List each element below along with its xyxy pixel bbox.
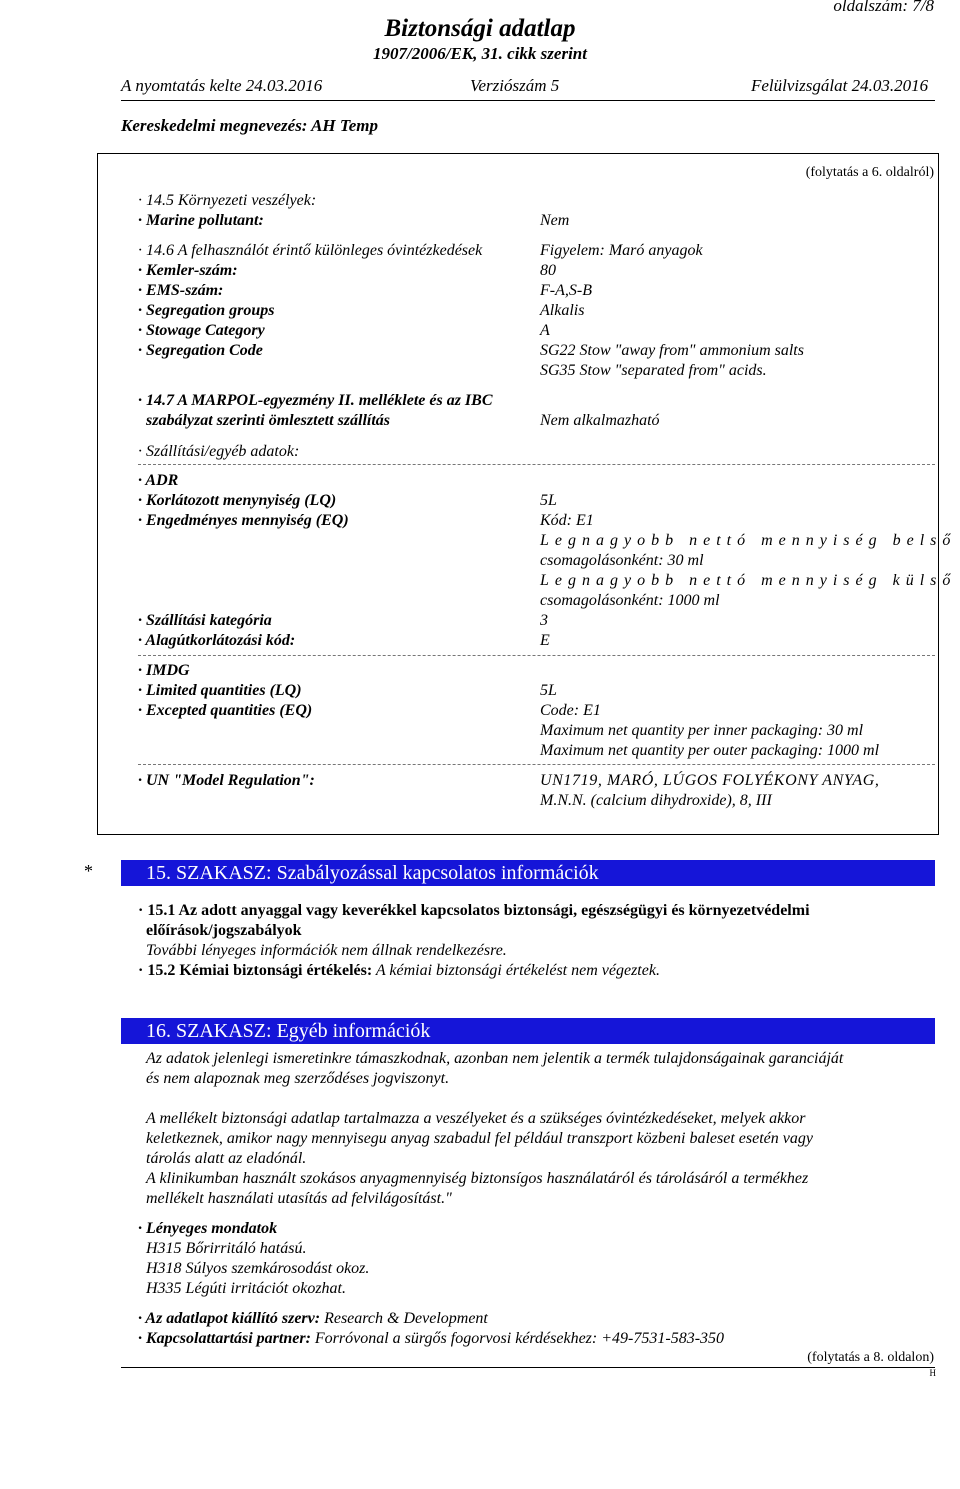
dashed-divider (138, 655, 935, 656)
stowage-category-value: A (540, 322, 550, 339)
adr-eq-value: Kód: E1 (540, 512, 594, 529)
transport-category-label: · Szállítási kategória (138, 612, 272, 629)
imdg-eq-label: · Excepted quantities (EQ) (138, 702, 313, 719)
footer-mark: H (929, 1368, 936, 1378)
section-16-title: 16. SZAKASZ: Egyéb információk (146, 1020, 431, 1042)
document-title: Biztonsági adatlap (384, 15, 576, 42)
continued-from: (folytatás a 6. oldalról) (805, 165, 934, 180)
s15-2-line (138, 961, 660, 981)
marine-pollutant-value: Nem (540, 212, 570, 229)
version-number: Verziószám 5 (470, 76, 560, 95)
adr-eq-outer-2: csomagolásonként: 1000 ml (540, 592, 720, 609)
imdg-lq-value: 5L (540, 682, 557, 699)
imdg-lq-label: · Limited quantities (LQ) (138, 682, 302, 699)
segregation-groups-label: · Segregation groups (138, 302, 275, 319)
issuer-line (138, 1309, 488, 1329)
section-16-header (121, 1018, 935, 1044)
s15-2-label: · 15.2 Kémiai biztonsági értékelés: (138, 962, 373, 979)
tunnel-code-label: · Alagútkorlátozási kód: (138, 632, 296, 649)
marine-pollutant-label: · Marine pollutant: (138, 212, 264, 229)
contact-value: Forróvonal a sürgős fogorvosi kérdésekhez: +49-7531-583-350 (310, 1330, 725, 1347)
s16-para2-line3: tárolás alatt az eladónál. (146, 1150, 307, 1167)
header-divider (121, 100, 935, 101)
adr-lq-value: 5L (540, 492, 557, 509)
precautions-value: Figyelem: Maró anyagok (540, 242, 703, 259)
env-hazards-heading: · 14.5 Környezeti veszélyek: (138, 192, 317, 209)
issuer-label: · Az adatlapot kiállító szerv: (138, 1310, 321, 1327)
trade-name: Kereskedelmi megnevezés: AH Temp (121, 116, 378, 135)
adr-eq-label: · Engedményes mennyiség (EQ) (138, 512, 349, 529)
transport-other-label: · Szállítási/egyéb adatok: (138, 443, 300, 460)
s15-1-line-1: · 15.1 Az adott anyaggal vagy keverékkel kapcsolatos biztonsági, egészségügyi és környezetvédelmi (138, 902, 810, 919)
issuer-value: Research & Development (320, 1310, 488, 1327)
dashed-divider (138, 764, 935, 765)
dashed-divider (138, 464, 935, 465)
s15-1-text: További lényeges információk nem állnak rendelkezésre. (146, 942, 507, 959)
section-15-header (121, 860, 935, 886)
s15-2-text: A kémiai biztonsági értékelést nem végeztek. (372, 962, 660, 979)
segregation-code-label: · Segregation Code (138, 342, 263, 359)
ems-value: F-A,S-B (540, 282, 592, 299)
adr-lq-label: · Korlátozott menynyiség (LQ) (138, 492, 337, 509)
adr-heading: · ADR (138, 472, 179, 489)
imdg-eq-inner: Maximum net quantity per inner packaging: 30 ml (540, 722, 864, 739)
s16-para1-line2: és nem alapoznak meg szerződéses jogviszonyt. (146, 1070, 450, 1087)
stowage-category-label: · Stowage Category (138, 322, 265, 339)
phrase-h315: H315 Bőrirritáló hatású. (146, 1240, 307, 1257)
s16-para3-line1: A klinikumban használt szokásos anyagmennyiség biztonsígos használatáról és tárolásáról a termékhez (146, 1170, 809, 1187)
un-model-value-1: UN1719, MARÓ, LÚGOS FOLYÉKONY ANYAG, (540, 772, 880, 789)
imdg-eq-outer: Maximum net quantity per outer packaging: 1000 ml (540, 742, 880, 759)
imdg-heading: · IMDG (138, 662, 190, 679)
change-marker: * (84, 861, 93, 881)
kemler-label: · Kemler-szám: (138, 262, 238, 279)
contact-label: · Kapcsolattartási partner: (138, 1330, 311, 1347)
precautions-label: · 14.6 A felhasználót érintő különleges óvintézkedések (138, 242, 483, 259)
page-number: oldalszám: 7/8 (833, 0, 934, 15)
continued-to: (folytatás a 8. oldalon) (807, 1350, 934, 1365)
un-model-value-2: M.N.N. (calcium dihydroxide), 8, III (540, 792, 772, 809)
adr-eq-inner-2: csomagolásonként: 30 ml (540, 552, 704, 569)
s16-para3-line2: mellékelt használati utasítás ad felvilágosítást." (146, 1190, 452, 1207)
s16-para2-line1: A mellékelt biztonsági adatlap tartalmazza a veszélyeket és a szükséges óvintézkedéseket, melyek akkor (146, 1110, 806, 1127)
imdg-eq-value: Code: E1 (540, 702, 601, 719)
phrase-h318: H318 Súlyos szemkárosodást okoz. (146, 1260, 370, 1277)
marpol-label-2: szabályzat szerinti ömlesztett szállítás (146, 412, 391, 429)
segregation-code-value-1: SG22 Stow "away from" ammonium salts (540, 342, 804, 359)
marpol-value: Nem alkalmazható (540, 412, 660, 429)
adr-eq-outer-1: Legnagyobb nettó mennyiség külső (540, 572, 957, 589)
un-model-label: · UN "Model Regulation": (138, 772, 315, 789)
transport-category-value: 3 (540, 612, 548, 629)
phrase-h335: H335 Légúti irritációt okozhat. (146, 1280, 346, 1297)
s16-para1-line1: Az adatok jelenlegi ismeretinkre támaszkodnak, azonban nem jelentik a termék tulajdonságainak garanciáját (146, 1050, 844, 1067)
contact-line (138, 1329, 724, 1349)
s16-para2-line2: keletkeznek, amikor nagy mennyisegu anyag szabadul fel például transzport közbeni baleset esetén vagy (146, 1130, 813, 1147)
revision-date: Felülvizsgálat 24.03.2016 (751, 76, 929, 95)
relevant-phrases-heading: · Lényeges mondatok (138, 1220, 278, 1237)
tunnel-code-value: E (540, 632, 550, 649)
section-15-title: 15. SZAKASZ: Szabályozással kapcsolatos információk (146, 862, 599, 884)
kemler-value: 80 (540, 262, 556, 279)
document-subtitle: 1907/2006/EK, 31. cikk szerint (373, 44, 587, 63)
segregation-groups-value: Alkalis (540, 302, 585, 319)
segregation-code-value-2: SG35 Stow "separated from" acids. (540, 362, 767, 379)
s15-1-line-2: előírások/jogszabályok (146, 922, 302, 939)
print-date: A nyomtatás kelte 24.03.2016 (121, 76, 323, 95)
marpol-label-1: · 14.7 A MARPOL-egyezmény II. melléklete és az IBC (138, 392, 493, 409)
footer-divider (121, 1367, 935, 1368)
ems-label: · EMS-szám: (138, 282, 224, 299)
adr-eq-inner-1: Legnagyobb nettó mennyiség belső (540, 532, 957, 549)
